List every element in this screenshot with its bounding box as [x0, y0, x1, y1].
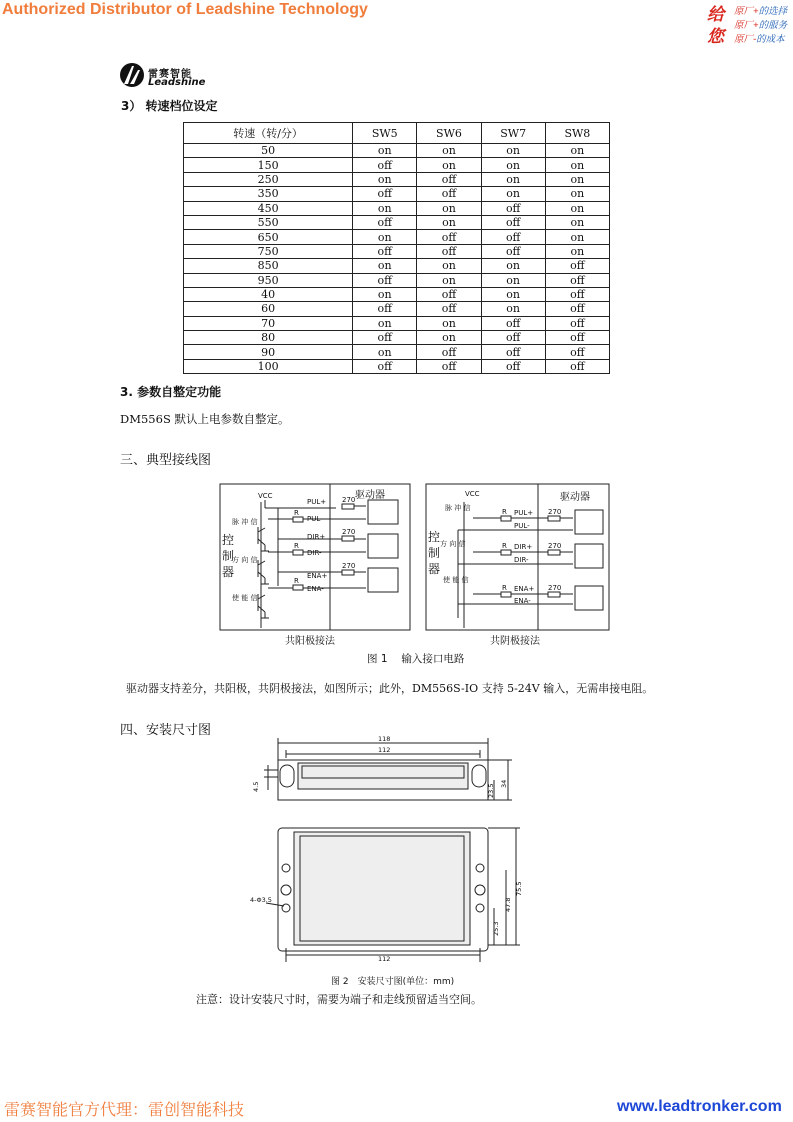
opto-r2 — [575, 544, 603, 568]
speed-col-header: 转速（转/分） — [184, 123, 353, 144]
sig-dir-r: 方 向 信 — [440, 540, 466, 548]
speed-value-cell: 70 — [184, 316, 353, 330]
switch-state-cell: on — [481, 144, 545, 158]
switch-state-cell: on — [545, 230, 609, 244]
speed-table — [183, 122, 610, 374]
table-row — [184, 345, 610, 359]
switch-state-cell: on — [353, 316, 417, 330]
switch-state-cell: on — [417, 273, 481, 287]
vcc-right: VCC — [465, 490, 480, 498]
speed-value-cell: 80 — [184, 331, 353, 345]
switch-state-cell: on — [417, 331, 481, 345]
slogan-line-1: 原厂+的选择 — [734, 6, 788, 17]
switch-state-cell: off — [545, 331, 609, 345]
switch-state-cell: off — [353, 158, 417, 172]
switch-state-cell: on — [417, 201, 481, 215]
res-val-r3: 270 — [548, 584, 562, 592]
table-row — [184, 215, 610, 229]
ena-minus-l: ENA- — [307, 585, 324, 593]
switch-state-cell: off — [481, 215, 545, 229]
driver-l: 驱动器 — [355, 490, 385, 501]
switch-state-cell: on — [481, 187, 545, 201]
ena-plus-l: ENA+ — [307, 572, 328, 580]
slogan — [707, 2, 793, 47]
switch-state-cell: off — [417, 345, 481, 359]
dim-34: 34 — [500, 779, 508, 788]
wiring-diagram — [218, 482, 613, 650]
pul-minus-r: PUL- — [514, 522, 530, 530]
switch-state-cell: off — [545, 359, 609, 373]
footer-agent: 雷赛智能官方代理：雷创智能科技 — [4, 1100, 245, 1119]
dim-75-5: 75.5 — [515, 881, 523, 896]
common-cathode-label: 共阴极接法 — [490, 636, 540, 647]
pul-minus-l: PUL- — [307, 515, 323, 523]
switch-state-cell: off — [417, 244, 481, 258]
res-val-l2: 270 — [342, 528, 356, 536]
switch-state-cell: on — [481, 158, 545, 172]
switch-state-cell: on — [481, 302, 545, 316]
switch-state-cell: off — [481, 359, 545, 373]
speed-value-cell: 100 — [184, 359, 353, 373]
distributor-header: Authorized Distributor of Leadshine Technology — [2, 1, 368, 18]
install-note: 注意：设计安装尺寸时，需要为端子和走线预留适当空间。 — [196, 993, 482, 1006]
switch-state-cell: off — [545, 287, 609, 301]
ctrl-l-2: 制 — [222, 549, 235, 563]
ena-plus-r: ENA+ — [514, 585, 535, 593]
table-row — [184, 302, 610, 316]
slogan-line-2: 原厂+的服务 — [734, 20, 788, 31]
r-r2: R — [502, 542, 507, 550]
dir-minus-l: DIR- — [307, 549, 322, 557]
opto-r3 — [575, 586, 603, 610]
dim-25-3: 25.3 — [492, 921, 500, 936]
switch-state-cell: on — [417, 158, 481, 172]
table-row — [184, 187, 610, 201]
switch-state-cell: off — [481, 244, 545, 258]
switch-state-cell: on — [417, 215, 481, 229]
switch-state-cell: on — [481, 259, 545, 273]
r-l3: R — [294, 577, 299, 585]
speed-value-cell: 90 — [184, 345, 353, 359]
switch-state-cell: off — [481, 230, 545, 244]
wiring-title: 三、典型接线图 — [120, 453, 212, 468]
switch-state-cell: on — [545, 215, 609, 229]
table-row — [184, 259, 610, 273]
dim-4-5: 4.5 — [252, 781, 260, 792]
switch-state-cell: on — [545, 172, 609, 186]
switch-state-cell: off — [481, 316, 545, 330]
right-driver-box — [538, 484, 609, 630]
switch-state-cell: on — [545, 201, 609, 215]
opto-l3 — [368, 568, 398, 592]
switch-state-cell: on — [353, 172, 417, 186]
switch-state-cell: on — [353, 144, 417, 158]
ena-minus-r: ENA- — [514, 597, 531, 605]
table-row — [184, 273, 610, 287]
switch-state-cell: off — [545, 273, 609, 287]
res-l2 — [342, 536, 354, 541]
switch-state-cell: off — [545, 302, 609, 316]
switch-state-cell: on — [353, 345, 417, 359]
speed-value-cell: 150 — [184, 158, 353, 172]
slogan-char-1: 给 — [707, 5, 724, 25]
switch-state-cell: off — [353, 273, 417, 287]
switch-state-cell: off — [417, 359, 481, 373]
speed-value-cell: 650 — [184, 230, 353, 244]
switch-state-cell: on — [353, 259, 417, 273]
switch-state-cell: on — [481, 172, 545, 186]
dir-plus-l: DIR+ — [307, 533, 326, 541]
slogan-line-3: 原厂-的成本 — [734, 34, 785, 45]
dir-minus-r: DIR- — [514, 556, 529, 564]
dim-23-5: 23.5 — [487, 783, 495, 798]
switch-state-cell: off — [481, 345, 545, 359]
opto-r1 — [575, 510, 603, 534]
common-anode-label: 共阳极接法 — [285, 636, 335, 647]
speed-section-title: 3） 转速档位设定 — [121, 99, 218, 113]
r-l1: R — [294, 509, 299, 517]
table-row — [184, 158, 610, 172]
switch-state-cell: off — [417, 302, 481, 316]
table-row — [184, 359, 610, 373]
switch-state-cell: off — [417, 230, 481, 244]
figure1-caption: 图 1 输入接口电路 — [367, 653, 465, 665]
speed-value-cell: 950 — [184, 273, 353, 287]
logo-en: Leadshine — [148, 77, 206, 88]
r-l2: R — [294, 542, 299, 550]
figure2-caption: 图 2 安装尺寸图(单位：mm) — [331, 977, 455, 987]
dim-118: 118 — [378, 735, 391, 743]
pul-plus-l: PUL+ — [307, 498, 327, 506]
speed-value-cell: 550 — [184, 215, 353, 229]
ctrl-r-3: 器 — [428, 562, 441, 576]
switch-state-cell: on — [545, 158, 609, 172]
sig-ena-l: 使 能 信 — [232, 594, 258, 602]
table-row — [184, 144, 610, 158]
speed-value-cell: 50 — [184, 144, 353, 158]
autotune-text: DM556S 默认上电参数自整定。 — [120, 412, 290, 426]
res-val-r1: 270 — [548, 508, 562, 516]
table-row — [184, 331, 610, 345]
driver-r: 驱动器 — [560, 492, 590, 503]
res-l3 — [342, 570, 354, 575]
pul-plus-r: PUL+ — [514, 509, 534, 517]
switch-state-cell: on — [545, 244, 609, 258]
res-l1 — [342, 504, 354, 509]
switch-state-cell: on — [417, 144, 481, 158]
vcc-left: VCC — [258, 492, 273, 500]
speed-col-header: SW6 — [417, 123, 481, 144]
switch-state-cell: off — [353, 244, 417, 258]
switch-state-cell: on — [545, 187, 609, 201]
switch-state-cell: off — [481, 201, 545, 215]
logo-cn: 雷赛智能 — [148, 69, 192, 80]
ctrl-r-2: 制 — [428, 546, 441, 560]
switch-state-cell: on — [545, 144, 609, 158]
slogan-char-2: 您 — [707, 27, 724, 47]
speed-col-header: SW7 — [481, 123, 545, 144]
switch-state-cell: on — [481, 273, 545, 287]
table-row — [184, 201, 610, 215]
switch-state-cell: off — [417, 187, 481, 201]
switch-state-cell: off — [353, 359, 417, 373]
table-row — [184, 172, 610, 186]
table-row — [184, 244, 610, 258]
opto-l2 — [368, 534, 398, 558]
dim-112-bottom: 112 — [378, 955, 391, 963]
sig-dir-l: 方 向 信 — [232, 556, 258, 564]
speed-value-cell: 350 — [184, 187, 353, 201]
dim-47-8: 47.8 — [504, 897, 512, 912]
switch-state-cell: on — [417, 259, 481, 273]
switch-state-cell: on — [353, 287, 417, 301]
table-row — [184, 316, 610, 330]
speed-value-cell: 450 — [184, 201, 353, 215]
autotune-title: 3. 参数自整定功能 — [120, 385, 222, 399]
switch-state-cell: off — [545, 259, 609, 273]
footer-url[interactable]: www.leadtronker.com — [617, 1098, 782, 1115]
switch-state-cell: off — [481, 331, 545, 345]
ctrl-r-1: 控 — [428, 530, 441, 544]
res-val-r2: 270 — [548, 542, 562, 550]
switch-state-cell: on — [481, 287, 545, 301]
opto-l1 — [368, 500, 398, 524]
sig-pulse-l: 脉 冲 信 — [232, 518, 258, 526]
r-r3: R — [502, 584, 507, 592]
speed-value-cell: 40 — [184, 287, 353, 301]
speed-value-cell: 60 — [184, 302, 353, 316]
leadshine-logo-icon — [118, 60, 148, 90]
r-r1: R — [502, 508, 507, 516]
switch-state-cell: off — [545, 316, 609, 330]
switch-state-cell: on — [353, 201, 417, 215]
speed-col-header: SW8 — [545, 123, 609, 144]
switch-state-cell: off — [353, 215, 417, 229]
sig-ena-r: 使 能 信 — [443, 576, 469, 584]
switch-state-cell: off — [353, 187, 417, 201]
switch-state-cell: off — [417, 172, 481, 186]
leadshine-logo — [118, 60, 208, 90]
speed-col-header: SW5 — [353, 123, 417, 144]
table-row — [184, 287, 610, 301]
dimensions-title: 四、安装尺寸图 — [120, 723, 212, 738]
sig-pulse-r: 脉 冲 信 — [445, 504, 471, 512]
switch-state-cell: on — [417, 316, 481, 330]
dim-hole: 4-Φ3.5 — [250, 896, 272, 904]
speed-value-cell: 250 — [184, 172, 353, 186]
switch-state-cell: off — [353, 302, 417, 316]
res-val-l3: 270 — [342, 562, 356, 570]
dim-112: 112 — [378, 746, 391, 754]
switch-state-cell: off — [545, 345, 609, 359]
switch-state-cell: off — [353, 331, 417, 345]
speed-value-cell: 750 — [184, 244, 353, 258]
speed-value-cell: 850 — [184, 259, 353, 273]
ctrl-l-3: 器 — [222, 565, 235, 579]
switch-state-cell: on — [353, 230, 417, 244]
dir-plus-r: DIR+ — [514, 543, 533, 551]
switch-state-cell: off — [417, 287, 481, 301]
ctrl-l-1: 控 — [222, 533, 235, 547]
dimension-drawing — [250, 730, 540, 995]
speed-table-header — [184, 123, 610, 144]
wiring-description: 驱动器支持差分，共阳极，共阴极接法，如图所示；此外，DM556S-IO 支持 5-24V 输入，无需串接电阻。 — [126, 682, 654, 695]
table-row — [184, 230, 610, 244]
res-val-l1: 270 — [342, 496, 356, 504]
